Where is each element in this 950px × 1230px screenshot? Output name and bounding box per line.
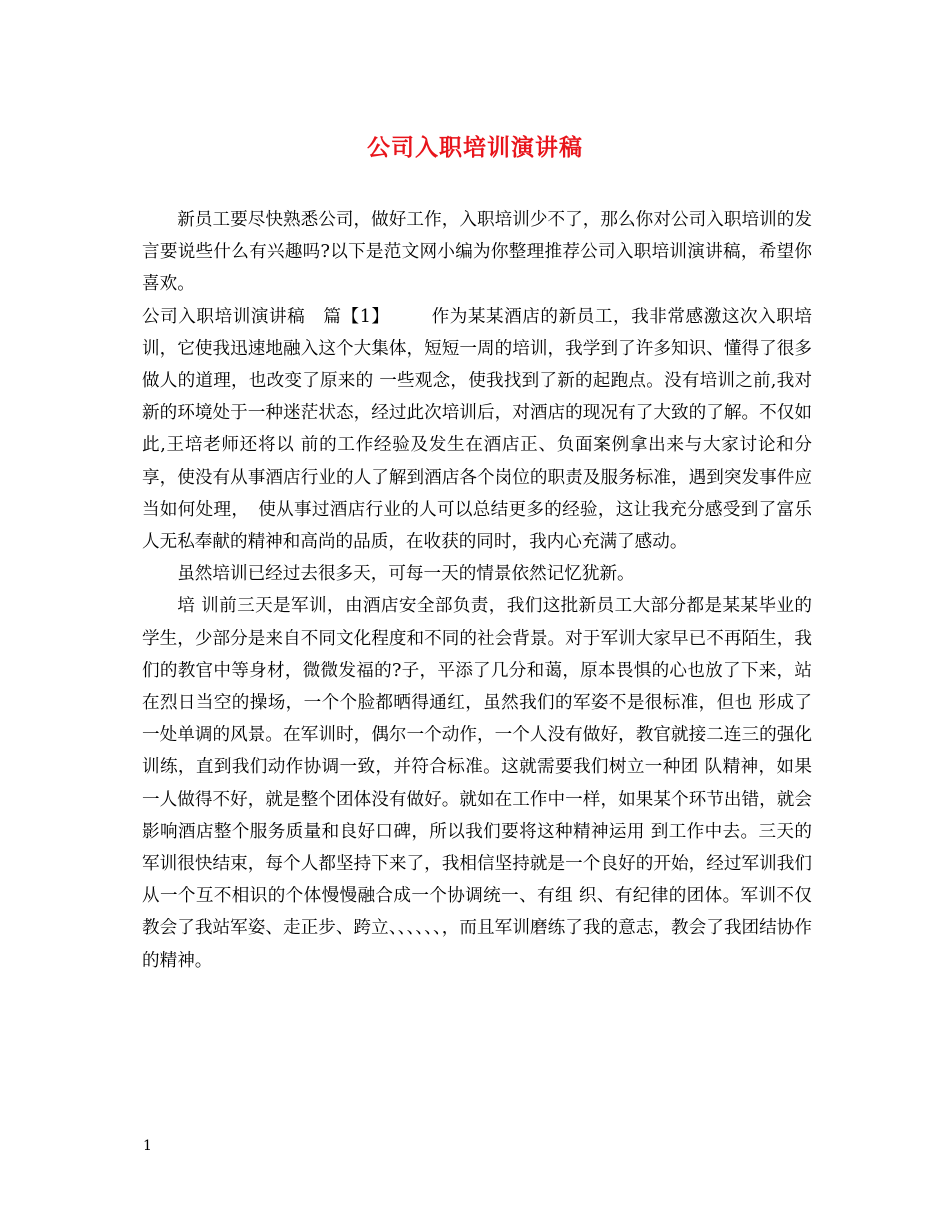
section-heading: 公司入职培训演讲稿 篇【1】 [142,306,390,327]
paragraph-2: 虽然培训已经过去很多天，可每一天的情景依然记忆犹新。 [177,564,635,585]
paragraph-1-text: 作为某某酒店的新员工，我非常感激这次入职培训，它使我迅速地融入这个大集体，短短一周的培训，我学到了许多知识、懂得了很多做人的道理，也改变了原来的 一些观念，使我找到了新的起跑点。没有培训之前,我对新的环境处于一种迷茫状态，经过此次培训后，对酒店的现况有了大致的了解。不仅如此,王培老师还将以 前的工作经验及发生在酒店正、负面案例拿出来与大家讨论和分享，使没有从事酒店行业的人了解到酒店各个岗位的职责及服务标准，遇到突发事件应当如何处理， 使从事过酒店行业的人可以总结更多的经验，这让我充分感受到了富乐人无私奉献的精神和高尚的品质，在收获的同时，我内心充满了感动。 [142,306,812,553]
section-paragraph-1 [142,301,812,559]
document-title: 公司入职培训演讲稿 [367,134,583,161]
page-number: 1 [143,1138,152,1154]
intro-paragraph: 新员工要尽快熟悉公司，做好工作，入职培训少不了，那么你对公司入职培训的发言要说些什么有兴趣吗?以下是范文网小编为你整理推荐公司入职培训演讲稿，希望你喜欢。 [142,210,812,295]
document-body [142,204,812,977]
paragraph-3: 培 训前三天是军训，由酒店安全部负责，我们这批新员工大部分都是某某毕业的学生，少部分是来自不同文化程度和不同的社会背景。对于军训大家早已不再陌生，我 们的教官中等身材，微微发福的?子，平添了几分和蔼，原本畏惧的心也放了下来，站在烈日当空的操场，一个个脸都晒得通红，虽然我们的军姿不是很标准，但也 形成了一处单调的风景。在军训时，偶尔一个动作，一个人没有做好，教官就接二连三的强化训练，直到我们动作协调一致，并符合标准。这就需要我们树立一种团 队精神，如果一人做得不好，就是整个团体没有做好。就如在工作中一样，如果某个环节出错，就会影响酒店整个服务质量和良好口碑，所以我们要将这种精神运用 到工作中去。三天的军训很快结束，每个人都坚持下来了，我相信坚持就是一个良好的开始，经过军训我们从一个互不相识的个体慢慢融合成一个协调统一、有组 织、有纪律的团体。军训不仅教会了我站军姿、走正步、跨立、、、、、、，而且军训磨练了我的意志，教会了我团结协作的精神。 [142,596,812,971]
